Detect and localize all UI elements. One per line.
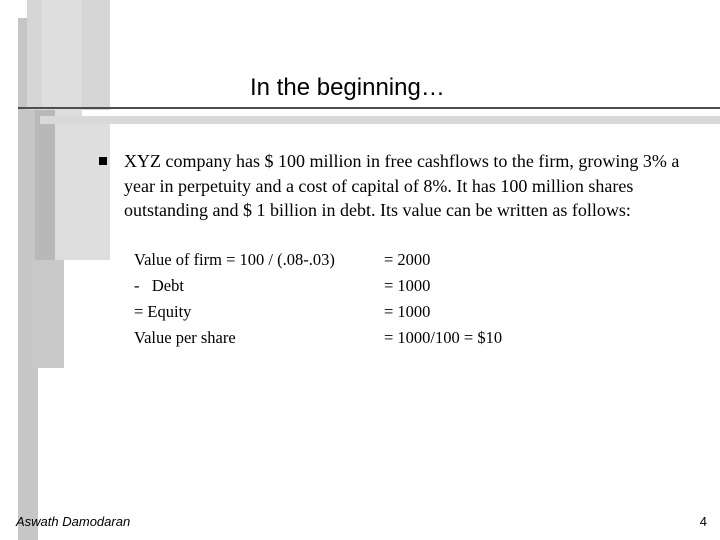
valuation-row-value: = 2000 xyxy=(384,250,431,269)
slide-title: In the beginning… xyxy=(250,74,445,101)
page-number: 4 xyxy=(699,514,707,529)
bullet-paragraph: XYZ company has $ 100 million in free cashflows to the firm, growing 3% a year in perpetuity and a cost of capital of 8%. It has 100 million shares outstanding and $ 1 billion in debt. Its value can be written as follows: xyxy=(124,151,680,220)
valuation-row-label: - Debt xyxy=(134,276,184,295)
decor-block-lower xyxy=(32,260,64,368)
valuation-row-value: = 1000/100 = $10 xyxy=(384,328,503,347)
valuation-row-label: = Equity xyxy=(134,302,192,321)
footer-author: Aswath Damodaran xyxy=(16,514,131,529)
bullet-marker-icon xyxy=(99,157,107,165)
valuation-row-label: Value of firm = 100 / (.08-.03) xyxy=(134,250,335,269)
valuation-row-label: Value per share xyxy=(134,328,236,347)
decor-block-mid-light xyxy=(55,118,110,260)
title-divider xyxy=(18,107,720,109)
decor-block-right-strip xyxy=(40,116,720,124)
valuation-row-value: = 1000 xyxy=(384,302,431,321)
valuation-row-value: = 1000 xyxy=(384,276,431,295)
